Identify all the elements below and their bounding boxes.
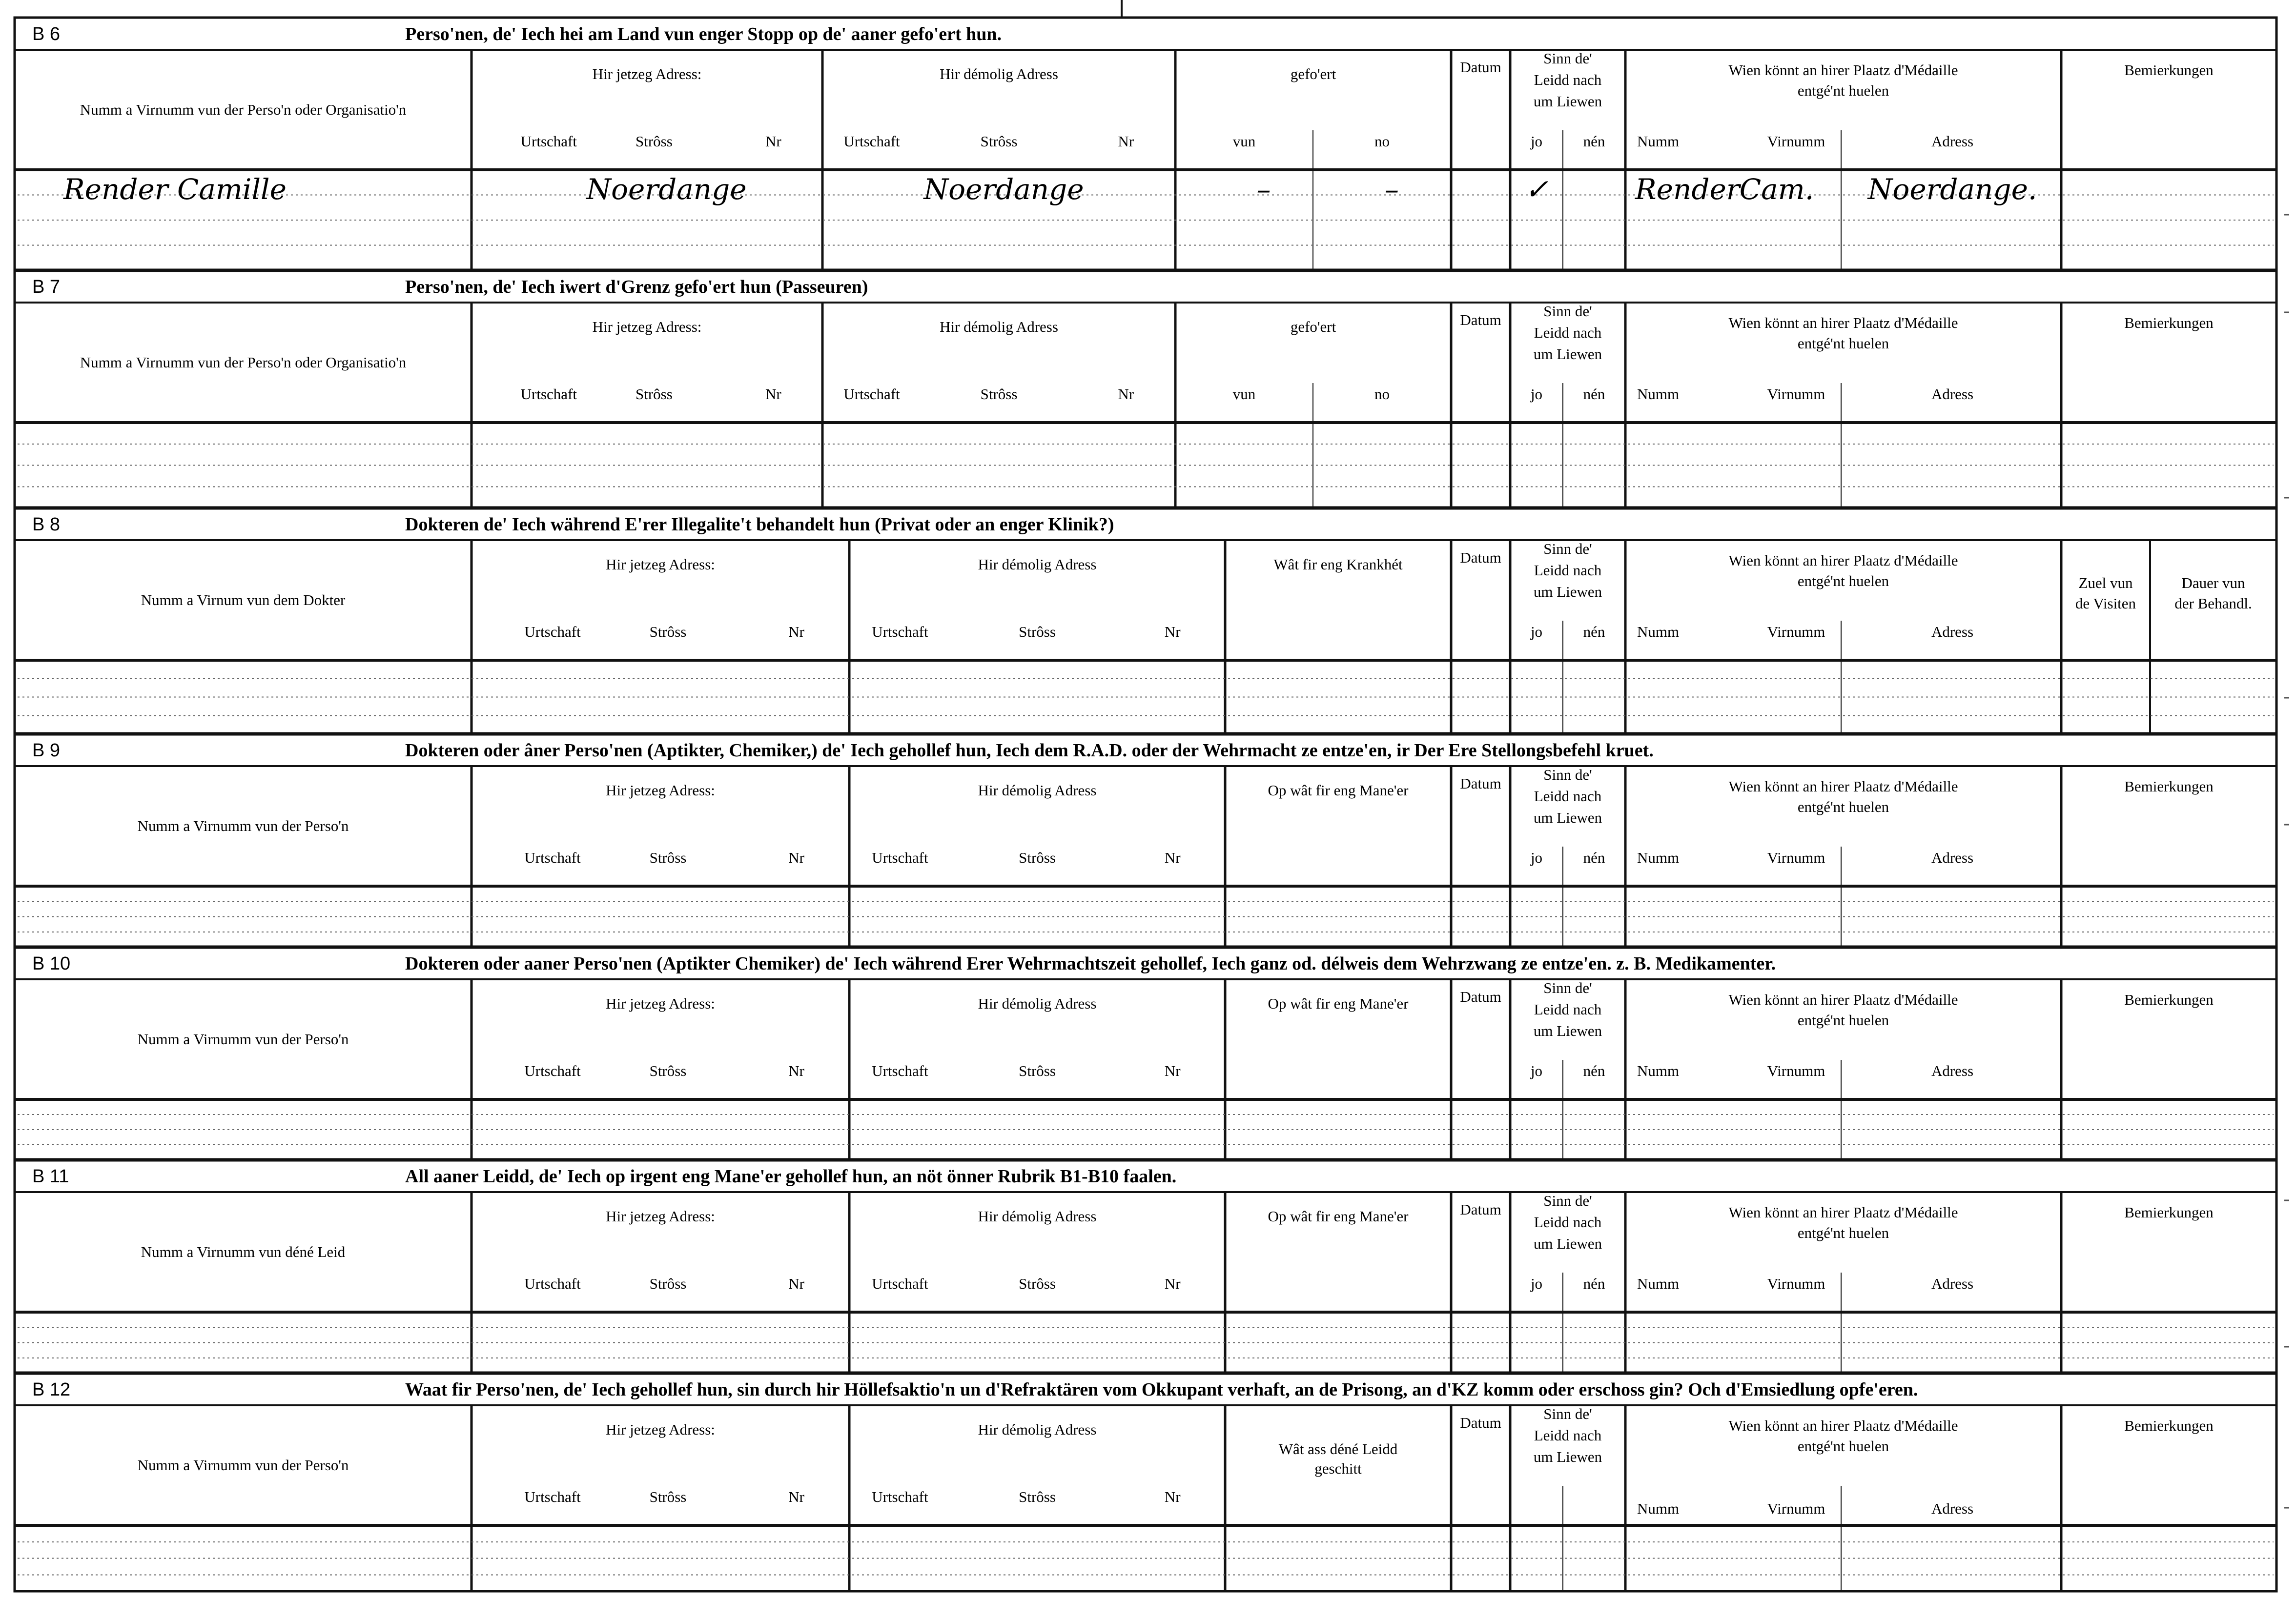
name-column-header: Numm a Virnumm vun der Perso'n oder Organisatio'n <box>80 354 407 371</box>
remarks-header: Bemierkungen <box>2124 1204 2214 1221</box>
former-address-header: Hir démolig Adress <box>940 318 1058 335</box>
urtschaft-label: Urtschaft <box>524 623 581 640</box>
risk-header: Sinn de' <box>1543 979 1592 996</box>
medal-address-label: Adress <box>1931 623 1974 640</box>
medal-name-label: Numm <box>1637 849 1680 866</box>
yes-label: jo <box>1530 849 1543 866</box>
name-column-header: Numm a Virnumm vun déné Leid <box>141 1243 346 1260</box>
risk-header: Sinn de' <box>1543 1192 1592 1209</box>
medal-header: entgé'nt huelen <box>1797 1012 1889 1029</box>
stross-label: Strôss <box>1019 1062 1056 1079</box>
risk-header: um Liewen <box>1533 1448 1602 1465</box>
no-label: nén <box>1583 1275 1605 1292</box>
stross-label: Strôss <box>980 133 1018 150</box>
name-column-header: Numm a Virnum vun dem Dokter <box>141 591 346 608</box>
medal-name-label: Numm <box>1637 133 1680 150</box>
risk-header: Leidd nach <box>1534 1001 1602 1018</box>
risk-header: Sinn de' <box>1543 303 1592 320</box>
section-code: B 6 <box>32 24 61 44</box>
risk-header: Leidd nach <box>1534 788 1602 805</box>
no-label: nén <box>1583 133 1605 150</box>
nr-label: Nr <box>1164 849 1181 866</box>
stross-label: Strôss <box>635 385 673 403</box>
name-column-header: Numm a Virnumm vun der Perso'n <box>137 1031 349 1048</box>
section-title: Dokteren oder âner Perso'nen (Aptikter, Chemiker,) de' Iech gehollef hun, Iech dem R.A.D. oder der Wehrmacht ze entze'en, ir Der Ere Stellongsbefehl kruet. <box>405 740 1654 761</box>
risk-header: Leidd nach <box>1534 1214 1602 1231</box>
section-title: All aaner Leidd, de' Iech op irgent eng Mane'er gehollef hun, an nöt önner Rubrik B1-B10 faalen. <box>405 1166 1177 1187</box>
nr-label: Nr <box>1118 385 1134 403</box>
fate-header: geschitt <box>1314 1460 1362 1477</box>
section-title: Perso'nen, de' Iech hei am Land vun enger Stopp op de' aaner gefo'ert hun. <box>405 24 1002 44</box>
medal-header: entgé'nt huelen <box>1797 798 1889 815</box>
current-address-header: Hir jetzeg Adress: <box>592 318 702 335</box>
risk-header: um Liewen <box>1533 809 1602 826</box>
method-header: Op wât fir eng Mane'er <box>1268 782 1409 799</box>
medal-address-label: Adress <box>1931 1275 1974 1292</box>
nr-label: Nr <box>1164 1275 1181 1292</box>
to-label: no <box>1374 133 1390 150</box>
fate-header: Wât ass déné Leidd <box>1278 1440 1398 1458</box>
date-header: Datum <box>1460 988 1501 1005</box>
date-header: Datum <box>1460 775 1501 792</box>
stross-label: Strôss <box>635 133 673 150</box>
medal-firstname-label: Virnumm <box>1767 623 1825 640</box>
current-address-header: Hir jetzeg Adress: <box>606 1421 715 1438</box>
stross-label: Strôss <box>649 1275 687 1292</box>
medal-firstname-label: Virnumm <box>1767 385 1825 403</box>
medal-header: Wien könnt an hirer Plaatz d'Médaille <box>1728 1417 1958 1434</box>
transported-header: gefo'ert <box>1290 65 1336 82</box>
transported-header: gefo'ert <box>1290 318 1336 335</box>
urtschaft-label: Urtschaft <box>872 1275 928 1292</box>
visits-header: Zuel vun <box>2078 574 2133 591</box>
medal-header: Wien könnt an hirer Plaatz d'Médaille <box>1728 61 1958 79</box>
nr-label: Nr <box>765 385 781 403</box>
section-code: B 12 <box>32 1379 71 1400</box>
stross-label: Strôss <box>649 1488 687 1505</box>
visits-header: de Visiten <box>2075 595 2136 612</box>
medal-name-label: Numm <box>1637 1062 1680 1079</box>
risk-header: um Liewen <box>1533 583 1602 600</box>
medal-name-label: Numm <box>1637 1500 1680 1517</box>
urtschaft-label: Urtschaft <box>524 1275 581 1292</box>
remarks-header: Bemierkungen <box>2124 61 2214 79</box>
medal-header: entgé'nt huelen <box>1797 1224 1889 1241</box>
date-header: Datum <box>1460 311 1501 328</box>
urtschaft-label: Urtschaft <box>520 385 577 403</box>
section-title: Dokteren oder aaner Perso'nen (Aptikter Chemiker) de' Iech während Erer Wehrmachtszeit gehollef, Iech ganz od. délweis dem Wehrzwang ze entze'en. z. B. Medikamenter. <box>405 953 1776 974</box>
nr-label: Nr <box>1164 1488 1181 1505</box>
name-column-header: Numm a Virnumm vun der Perso'n <box>137 817 349 834</box>
entry-from: – <box>1256 173 1271 206</box>
remarks-header: Bemierkungen <box>2124 314 2214 331</box>
name-column-header: Numm a Virnumm vun der Perso'n <box>137 1457 349 1474</box>
stross-label: Strôss <box>1019 1488 1056 1505</box>
urtschaft-label: Urtschaft <box>872 623 928 640</box>
medal-address-label: Adress <box>1931 385 1974 403</box>
yes-label: jo <box>1530 1062 1543 1079</box>
medal-firstname-label: Virnumm <box>1767 1500 1825 1517</box>
stross-label: Strôss <box>1019 1275 1056 1292</box>
risk-header: Leidd nach <box>1534 324 1602 341</box>
duration-header: der Behandl. <box>2174 595 2252 612</box>
medal-header: Wien könnt an hirer Plaatz d'Médaille <box>1728 314 1958 331</box>
no-label: nén <box>1583 623 1605 640</box>
illness-header: Wât fir eng Krankhét <box>1273 556 1403 573</box>
remarks-header: Bemierkungen <box>2124 1417 2214 1434</box>
risk-header: um Liewen <box>1533 1235 1602 1252</box>
current-address-header: Hir jetzeg Adress: <box>606 556 715 573</box>
entry-medal-name: Render <box>1635 173 1740 206</box>
risk-header: Sinn de' <box>1543 50 1592 67</box>
current-address-header: Hir jetzeg Adress: <box>606 782 715 799</box>
remarks-header: Bemierkungen <box>2124 778 2214 795</box>
nr-label: Nr <box>788 849 804 866</box>
yes-label: jo <box>1530 133 1543 150</box>
urtschaft-label: Urtschaft <box>524 1488 581 1505</box>
former-address-header: Hir démolig Adress <box>978 782 1097 799</box>
medal-header: Wien könnt an hirer Plaatz d'Médaille <box>1728 778 1958 795</box>
medal-header: Wien könnt an hirer Plaatz d'Médaille <box>1728 552 1958 569</box>
section-title: Dokteren de' Iech während E'rer Illegalite't behandelt hun (Privat oder an enger Klinik?) <box>405 514 1114 535</box>
section-code: B 9 <box>32 740 61 761</box>
no-label: nén <box>1583 1062 1605 1079</box>
medal-address-label: Adress <box>1931 849 1974 866</box>
remarks-header: Bemierkungen <box>2124 991 2214 1008</box>
urtschaft-label: Urtschaft <box>524 849 581 866</box>
duration-header: Dauer vun <box>2181 574 2245 591</box>
form-frame <box>15 18 2276 1591</box>
section-code: B 10 <box>32 953 71 974</box>
risk-header: um Liewen <box>1533 345 1602 363</box>
medal-header: entgé'nt huelen <box>1797 335 1889 352</box>
former-address-header: Hir démolig Adress <box>978 995 1097 1012</box>
former-address-header: Hir démolig Adress <box>978 1208 1097 1225</box>
nr-label: Nr <box>1118 133 1134 150</box>
section-code: B 7 <box>32 277 61 297</box>
urtschaft-label: Urtschaft <box>520 133 577 150</box>
from-label: vun <box>1232 133 1256 150</box>
nr-label: Nr <box>1164 623 1181 640</box>
date-header: Datum <box>1460 549 1501 566</box>
nr-label: Nr <box>1164 1062 1181 1079</box>
to-label: no <box>1374 385 1390 403</box>
urtschaft-label: Urtschaft <box>524 1062 581 1079</box>
medal-address-label: Adress <box>1931 133 1974 150</box>
date-header: Datum <box>1460 59 1501 76</box>
medal-name-label: Numm <box>1637 385 1680 403</box>
risk-header: Sinn de' <box>1543 540 1592 557</box>
medal-firstname-label: Virnumm <box>1767 1062 1825 1079</box>
medal-address-label: Adress <box>1931 1500 1974 1517</box>
former-address-header: Hir démolig Adress <box>940 65 1058 82</box>
section-title: Perso'nen, de' Iech iwert d'Grenz gefo'ert hun (Passeuren) <box>405 277 868 297</box>
stross-label: Strôss <box>649 1062 687 1079</box>
section-title: Waat fir Perso'nen, de' Iech gehollef hun, sin durch hir Höllefsaktio'n un d'Refraktären vom Okkupant verhaft, an de Prisong, an d'KZ komm oder erschoss gin? Och d'Emsiedlung opfe'eren. <box>405 1379 1918 1400</box>
stross-label: Strôss <box>649 849 687 866</box>
medal-firstname-label: Virnumm <box>1767 1275 1825 1292</box>
medal-header: entgé'nt huelen <box>1797 572 1889 589</box>
current-address-header: Hir jetzeg Adress: <box>606 1208 715 1225</box>
stross-label: Strôss <box>1019 849 1056 866</box>
urtschaft-label: Urtschaft <box>872 1488 928 1505</box>
section-code: B 8 <box>32 514 61 535</box>
entry-risk-yes: ✓ <box>1524 173 1549 206</box>
date-header: Datum <box>1460 1414 1501 1431</box>
no-label: nén <box>1583 849 1605 866</box>
medal-name-label: Numm <box>1637 623 1680 640</box>
medal-firstname-label: Virnumm <box>1767 849 1825 866</box>
medal-header: Wien könnt an hirer Plaatz d'Médaille <box>1728 1204 1958 1221</box>
risk-header: um Liewen <box>1533 93 1602 110</box>
urtschaft-label: Urtschaft <box>843 385 900 403</box>
risk-header: Sinn de' <box>1543 1405 1592 1422</box>
nr-label: Nr <box>788 1488 804 1505</box>
section-code: B 11 <box>32 1166 69 1187</box>
medal-address-label: Adress <box>1931 1062 1974 1079</box>
stross-label: Strôss <box>649 623 687 640</box>
medal-firstname-label: Virnumm <box>1767 133 1825 150</box>
entry-current-town: Noerdange <box>586 173 747 206</box>
no-label: nén <box>1583 385 1605 403</box>
medal-header: entgé'nt huelen <box>1797 1438 1889 1455</box>
risk-header: um Liewen <box>1533 1022 1602 1039</box>
nr-label: Nr <box>765 133 781 150</box>
nr-label: Nr <box>788 1275 804 1292</box>
current-address-header: Hir jetzeg Adress: <box>606 995 715 1012</box>
entry-medal-firstname: Cam. <box>1739 173 1814 206</box>
urtschaft-label: Urtschaft <box>872 849 928 866</box>
former-address-header: Hir démolig Adress <box>978 1421 1097 1438</box>
yes-label: jo <box>1530 623 1543 640</box>
from-label: vun <box>1232 385 1256 403</box>
stross-label: Strôss <box>980 385 1018 403</box>
medal-header: Wien könnt an hirer Plaatz d'Médaille <box>1728 991 1958 1008</box>
entry-medal-address: Noerdange. <box>1867 173 2037 206</box>
former-address-header: Hir démolig Adress <box>978 556 1097 573</box>
medal-name-label: Numm <box>1637 1275 1680 1292</box>
yes-label: jo <box>1530 1275 1543 1292</box>
nr-label: Nr <box>788 623 804 640</box>
date-header: Datum <box>1460 1201 1501 1218</box>
urtschaft-label: Urtschaft <box>872 1062 928 1079</box>
nr-label: Nr <box>788 1062 804 1079</box>
urtschaft-label: Urtschaft <box>843 133 900 150</box>
method-header: Op wât fir eng Mane'er <box>1268 1208 1409 1225</box>
risk-header: Sinn de' <box>1543 766 1592 783</box>
method-header: Op wât fir eng Mane'er <box>1268 995 1409 1012</box>
current-address-header: Hir jetzeg Adress: <box>592 65 702 82</box>
risk-header: Leidd nach <box>1534 1427 1602 1444</box>
name-column-header: Numm a Virnumm vun der Perso'n oder Organisatio'n <box>80 101 407 118</box>
yes-label: jo <box>1530 385 1543 403</box>
risk-header: Leidd nach <box>1534 562 1602 579</box>
entry-name: Render Camille <box>63 173 287 206</box>
entry-to: – <box>1385 173 1399 206</box>
entry-former-town: Noerdange <box>923 173 1084 206</box>
stross-label: Strôss <box>1019 623 1056 640</box>
medal-header: entgé'nt huelen <box>1797 82 1889 99</box>
risk-header: Leidd nach <box>1534 71 1602 88</box>
